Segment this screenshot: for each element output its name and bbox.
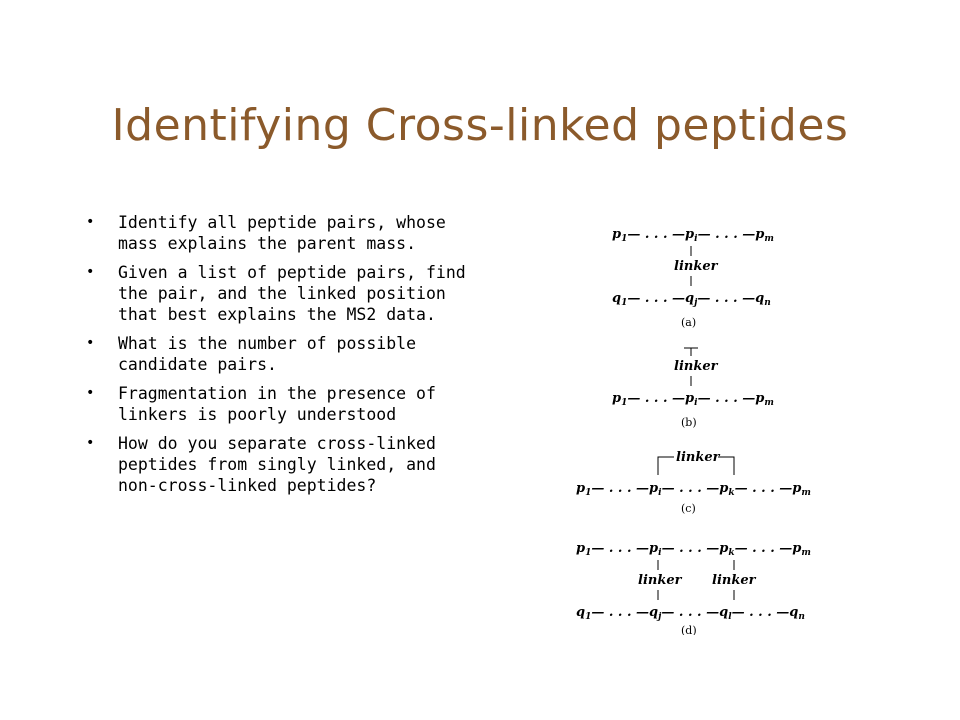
bullet-dot: • <box>86 335 95 351</box>
caption-a: (a) <box>681 316 697 329</box>
slide-title: Identifying Cross-linked peptides <box>111 100 849 151</box>
bullet-line: linkers is poorly understood <box>118 405 397 424</box>
diagram-c <box>576 450 811 515</box>
bullet-dot: • <box>86 214 95 230</box>
diagram-d <box>576 541 811 635</box>
bullet-dot: • <box>86 264 95 280</box>
bullet-item <box>86 433 466 496</box>
linker-label: linker <box>674 359 718 374</box>
caption-d: (d) <box>681 624 697 635</box>
bullet-dot: • <box>86 385 95 401</box>
bullet-line: Identify all peptide pairs, whose <box>118 213 446 232</box>
peptide-q-row: $q_1—$ . . . $—q_j—$ . . . $—q_l—$ . . . $—q_n$ <box>576 605 805 622</box>
crosslink-diagram <box>570 210 830 635</box>
diagram-a <box>612 227 774 329</box>
linker-label: linker <box>712 573 756 588</box>
bullet-line: mass explains the parent mass. <box>118 234 417 253</box>
bullet-line: the pair, and the linked position <box>118 284 446 303</box>
peptide-p-row: $p_1—$ . . . $—p_i—$ . . . $—p_k—$ . . . $—p_m$ <box>576 481 811 498</box>
bullet-item <box>86 383 466 425</box>
bullet-line: Fragmentation in the presence of <box>118 384 436 403</box>
linker-label: linker <box>676 450 720 465</box>
diagram-b <box>612 348 774 429</box>
bullet-list <box>86 212 466 504</box>
bullet-line: candidate pairs. <box>118 355 277 374</box>
bullet-item <box>86 333 466 375</box>
peptide-p-row: $p_1—$ . . . $—p_i—$ . . . $—p_m$ <box>612 227 774 244</box>
bullet-line: that best explains the MS2 data. <box>118 305 436 324</box>
crosslink-diagram-figure <box>570 210 830 635</box>
caption-b: (b) <box>681 416 697 429</box>
bullet-line: Given a list of peptide pairs, find <box>118 263 466 282</box>
bullet-line: peptides from singly linked, and <box>118 455 436 474</box>
bullet-item <box>86 212 466 254</box>
bullet-line: What is the number of possible <box>118 334 417 353</box>
peptide-q-row: $q_1—$ . . . $—q_j—$ . . . $—q_n$ <box>612 291 771 308</box>
peptide-p-row: $p_1—$ . . . $—p_i—$ . . . $—p_k—$ . . . $—p_m$ <box>576 541 811 558</box>
linker-label: linker <box>674 259 718 274</box>
linker-label: linker <box>638 573 682 588</box>
peptide-p-row: $p_1—$ . . . $—p_i—$ . . . $—p_m$ <box>612 391 774 408</box>
bullet-item <box>86 262 466 325</box>
bullet-line: non-cross-linked peptides? <box>118 476 377 495</box>
caption-c: (c) <box>681 502 696 515</box>
bullet-line: How do you separate cross-linked <box>118 434 436 453</box>
bullet-dot: • <box>86 435 95 451</box>
